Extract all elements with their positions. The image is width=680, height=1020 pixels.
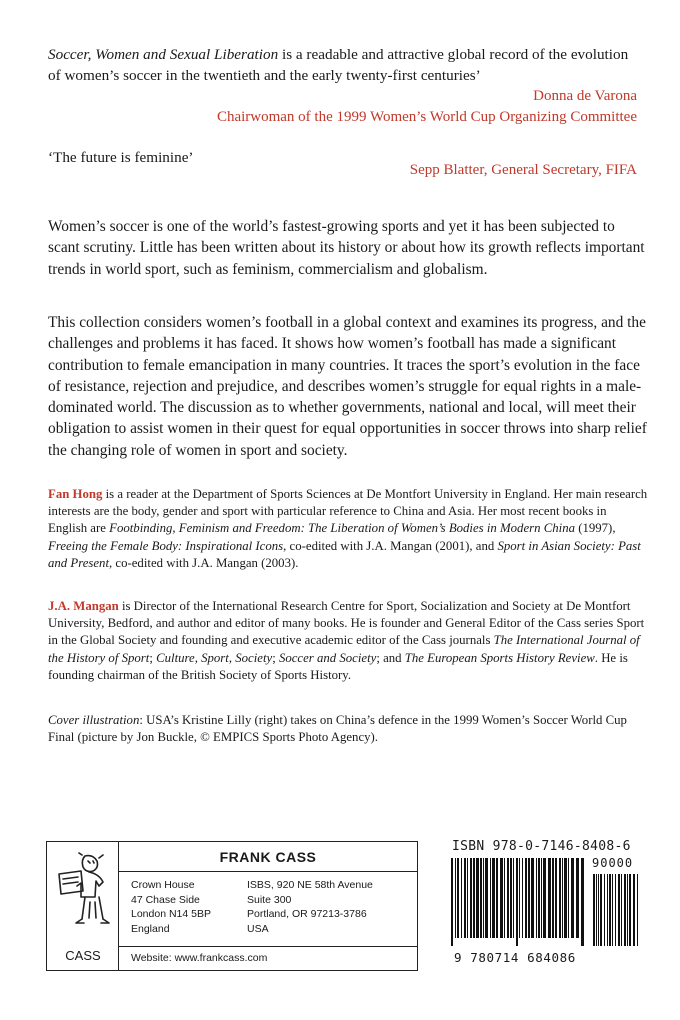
publisher-website: Website: www.frankcass.com (119, 946, 417, 970)
barcode-bar (483, 858, 484, 938)
cover-illustration-text: : USA’s Kristine Lilly (right) takes on China’s defence in the 1999 Women’s Soccer World Cup Final (picture by Jon Buckle, © EMPICS Sports Photo Agency). (48, 713, 627, 745)
barcode-addon-bar (607, 874, 608, 946)
barcode-addon-bar (609, 874, 611, 946)
barcode-bar (571, 858, 574, 938)
barcode-bar (473, 858, 475, 938)
address-line: England (131, 922, 170, 935)
barcode-bar (507, 858, 509, 938)
barcode-addon-bar (629, 874, 631, 946)
barcode-bar (576, 858, 579, 938)
barcode-bar (543, 858, 546, 938)
bio-text: , co-edited with J.A. Mangan (2003). (109, 555, 299, 570)
address-line: ISBS, 920 NE 58th Avenue (247, 879, 373, 891)
journal-title: Soccer and Society (278, 650, 377, 665)
address-line: Portland, OR 97213-3786 (247, 908, 367, 920)
publisher-box (46, 841, 418, 971)
barcode-bar (504, 858, 505, 938)
journal-title: The International Journal of the History of Sport (48, 633, 640, 665)
barcode-ean-number: 9 780714 684086 (454, 950, 576, 965)
barcode-bar (531, 858, 534, 938)
barcode-bar (455, 858, 456, 938)
address-uk (131, 878, 211, 936)
barcode-bar (541, 858, 542, 938)
bio-text: ; (272, 650, 279, 665)
address-line: USA (247, 922, 269, 935)
barcode-bar (480, 858, 482, 938)
address-line: Suite 300 (247, 893, 292, 906)
publisher-name: FRANK CASS (119, 842, 417, 872)
barcode-addon-bar (600, 874, 602, 946)
barcode-bar (581, 858, 584, 946)
bio-fan-hong (48, 486, 648, 572)
quote-1 (48, 44, 642, 86)
barcode-bar (461, 858, 462, 938)
isbn-text: ISBN 978-0-7146-8408-6 (452, 839, 631, 854)
barcode-bar (457, 858, 459, 938)
barcode-bar (451, 858, 453, 946)
bio-mangan (48, 598, 648, 684)
barcode-bar (470, 858, 472, 938)
barcode-addon-bar (618, 874, 620, 946)
barcode-bar (552, 858, 554, 938)
barcode-addon-bar (633, 874, 635, 946)
bio-text: . He is founding chairman of the British Society of Sports History. (48, 650, 628, 682)
description-paragraph-2: This collection considers women’s football in a global context and examines its progress, and the challenges and problems it has faced. It shows how women’s football has made a significant contribution to female emancipation in many countries. It traces the sport’s evolution in the face of resistance, rejection and prejudice, and describes women’s struggle for equal rights in a male-dominated world. The discussion as to whether governments, national and local, will meet their obligation to assist women in their quest for equal opportunities in soccer throws into sharp relief the changing role of women in sport and society. (48, 314, 647, 459)
barcode-addon-bar (593, 874, 595, 946)
address-us (247, 878, 373, 936)
barcode-bar (528, 858, 530, 938)
bio-name: J.A. Mangan (48, 599, 119, 613)
cover-illustration-label: Cover illustration (48, 713, 140, 727)
quote-1-author: Donna de Varona (533, 88, 637, 104)
book-title: Freeing the Female Body: Inspirational Icons (48, 538, 284, 553)
barcode-bar (522, 858, 523, 938)
bio-text: ; and (376, 650, 405, 665)
publisher-logo-panel (47, 842, 119, 970)
barcode-bar (485, 858, 488, 938)
barcode-addon-bar (612, 874, 613, 946)
barcode-addon-bar (621, 874, 622, 946)
barcode-bar (538, 858, 540, 938)
barcode-bar (568, 858, 569, 938)
bio-text: , co-edited with J.A. Mangan (2001), and (283, 538, 498, 553)
address-line: Crown House (131, 879, 195, 891)
barcode-bar (496, 858, 498, 938)
quote-1-attribution (217, 86, 637, 128)
journal-title: Culture, Sport, Society (156, 650, 273, 665)
barcode-addon-bar (627, 874, 628, 946)
barcode-addon-bar (637, 874, 638, 946)
barcode-bar (564, 858, 567, 938)
bio-text: is Director of the International Research Centre for Sport, Socialization and Society at De Montfort University, Bedford, and author and editor of many books. He is founder and General Editor of the Cass series Sport in the Global Society and founding and executive academic editor of the Cass journals (48, 599, 645, 648)
barcode-icon (447, 858, 643, 950)
quote-2-author: Sepp Blatter, General Secretary, FIFA (409, 162, 637, 178)
book-title: Footbinding, Feminism and Freedom: The Liberation of Women’s Bodies in Modern China (109, 521, 575, 536)
address-line: London N14 5BP (131, 908, 211, 920)
barcode-addon-bar (598, 874, 599, 946)
barcode-addon-number: 90000 (592, 856, 634, 870)
quote-1-rest: is a readable and attractive global record of the evolution of women’s soccer in the twentieth and the early twenty-first centuries’ (48, 46, 629, 84)
bio-text: is a reader at the Department of Sports Sciences at De Montfort University in England. Her main research interests are the body, gender and sport with particular reference to China and Asia. Her most recent books in English are (48, 487, 648, 536)
quote-1-title: Soccer, Women and Sexual Liberation (48, 46, 279, 63)
bio-name: Fan Hong (48, 487, 103, 501)
bio-text: (1997), (575, 521, 616, 536)
publisher-logo-icon (55, 852, 113, 932)
book-title: Sport in Asian Society: Past and Present (48, 538, 641, 570)
barcode-bar (519, 858, 520, 938)
publisher-logo-label: CASS (65, 948, 101, 963)
cover-illustration-credit (48, 712, 648, 746)
barcode-addon-bar (615, 874, 616, 946)
journal-title: The European Sports History Review (404, 650, 595, 665)
barcode-bar (490, 858, 491, 938)
address-line: 47 Chase Side (131, 893, 200, 906)
barcode-bar (559, 858, 561, 938)
barcode-bar (525, 858, 527, 938)
barcode-bar (555, 858, 557, 938)
barcode-bar (516, 858, 518, 946)
quote-1-author-role: Chairwoman of the 1999 Women’s World Cup Organizing Committee (216, 109, 637, 125)
barcode-bar (536, 858, 537, 938)
quote-2: ‘The future is feminine’ (48, 149, 194, 166)
barcode-addon-bar (604, 874, 605, 946)
barcode-bar (510, 858, 512, 938)
barcode-bar (513, 858, 514, 938)
barcode-bar (548, 858, 551, 938)
barcode-bar (562, 858, 563, 938)
barcode-bar (467, 858, 468, 938)
barcode-addon-bar (596, 874, 597, 946)
barcode-bar (476, 858, 479, 938)
barcode-bar (492, 858, 495, 938)
bio-text: ; (149, 650, 157, 665)
barcode-bar (464, 858, 466, 938)
description-paragraph-1: Women’s soccer is one of the world’s fastest-growing sports and yet it has been subjected to scant scrutiny. Little has been written about its history or about how its growth reflects important trends in world sport, such as feminism, commercialism and globalism. (48, 218, 645, 278)
barcode-bar (500, 858, 503, 938)
barcode-addon-bar (624, 874, 626, 946)
